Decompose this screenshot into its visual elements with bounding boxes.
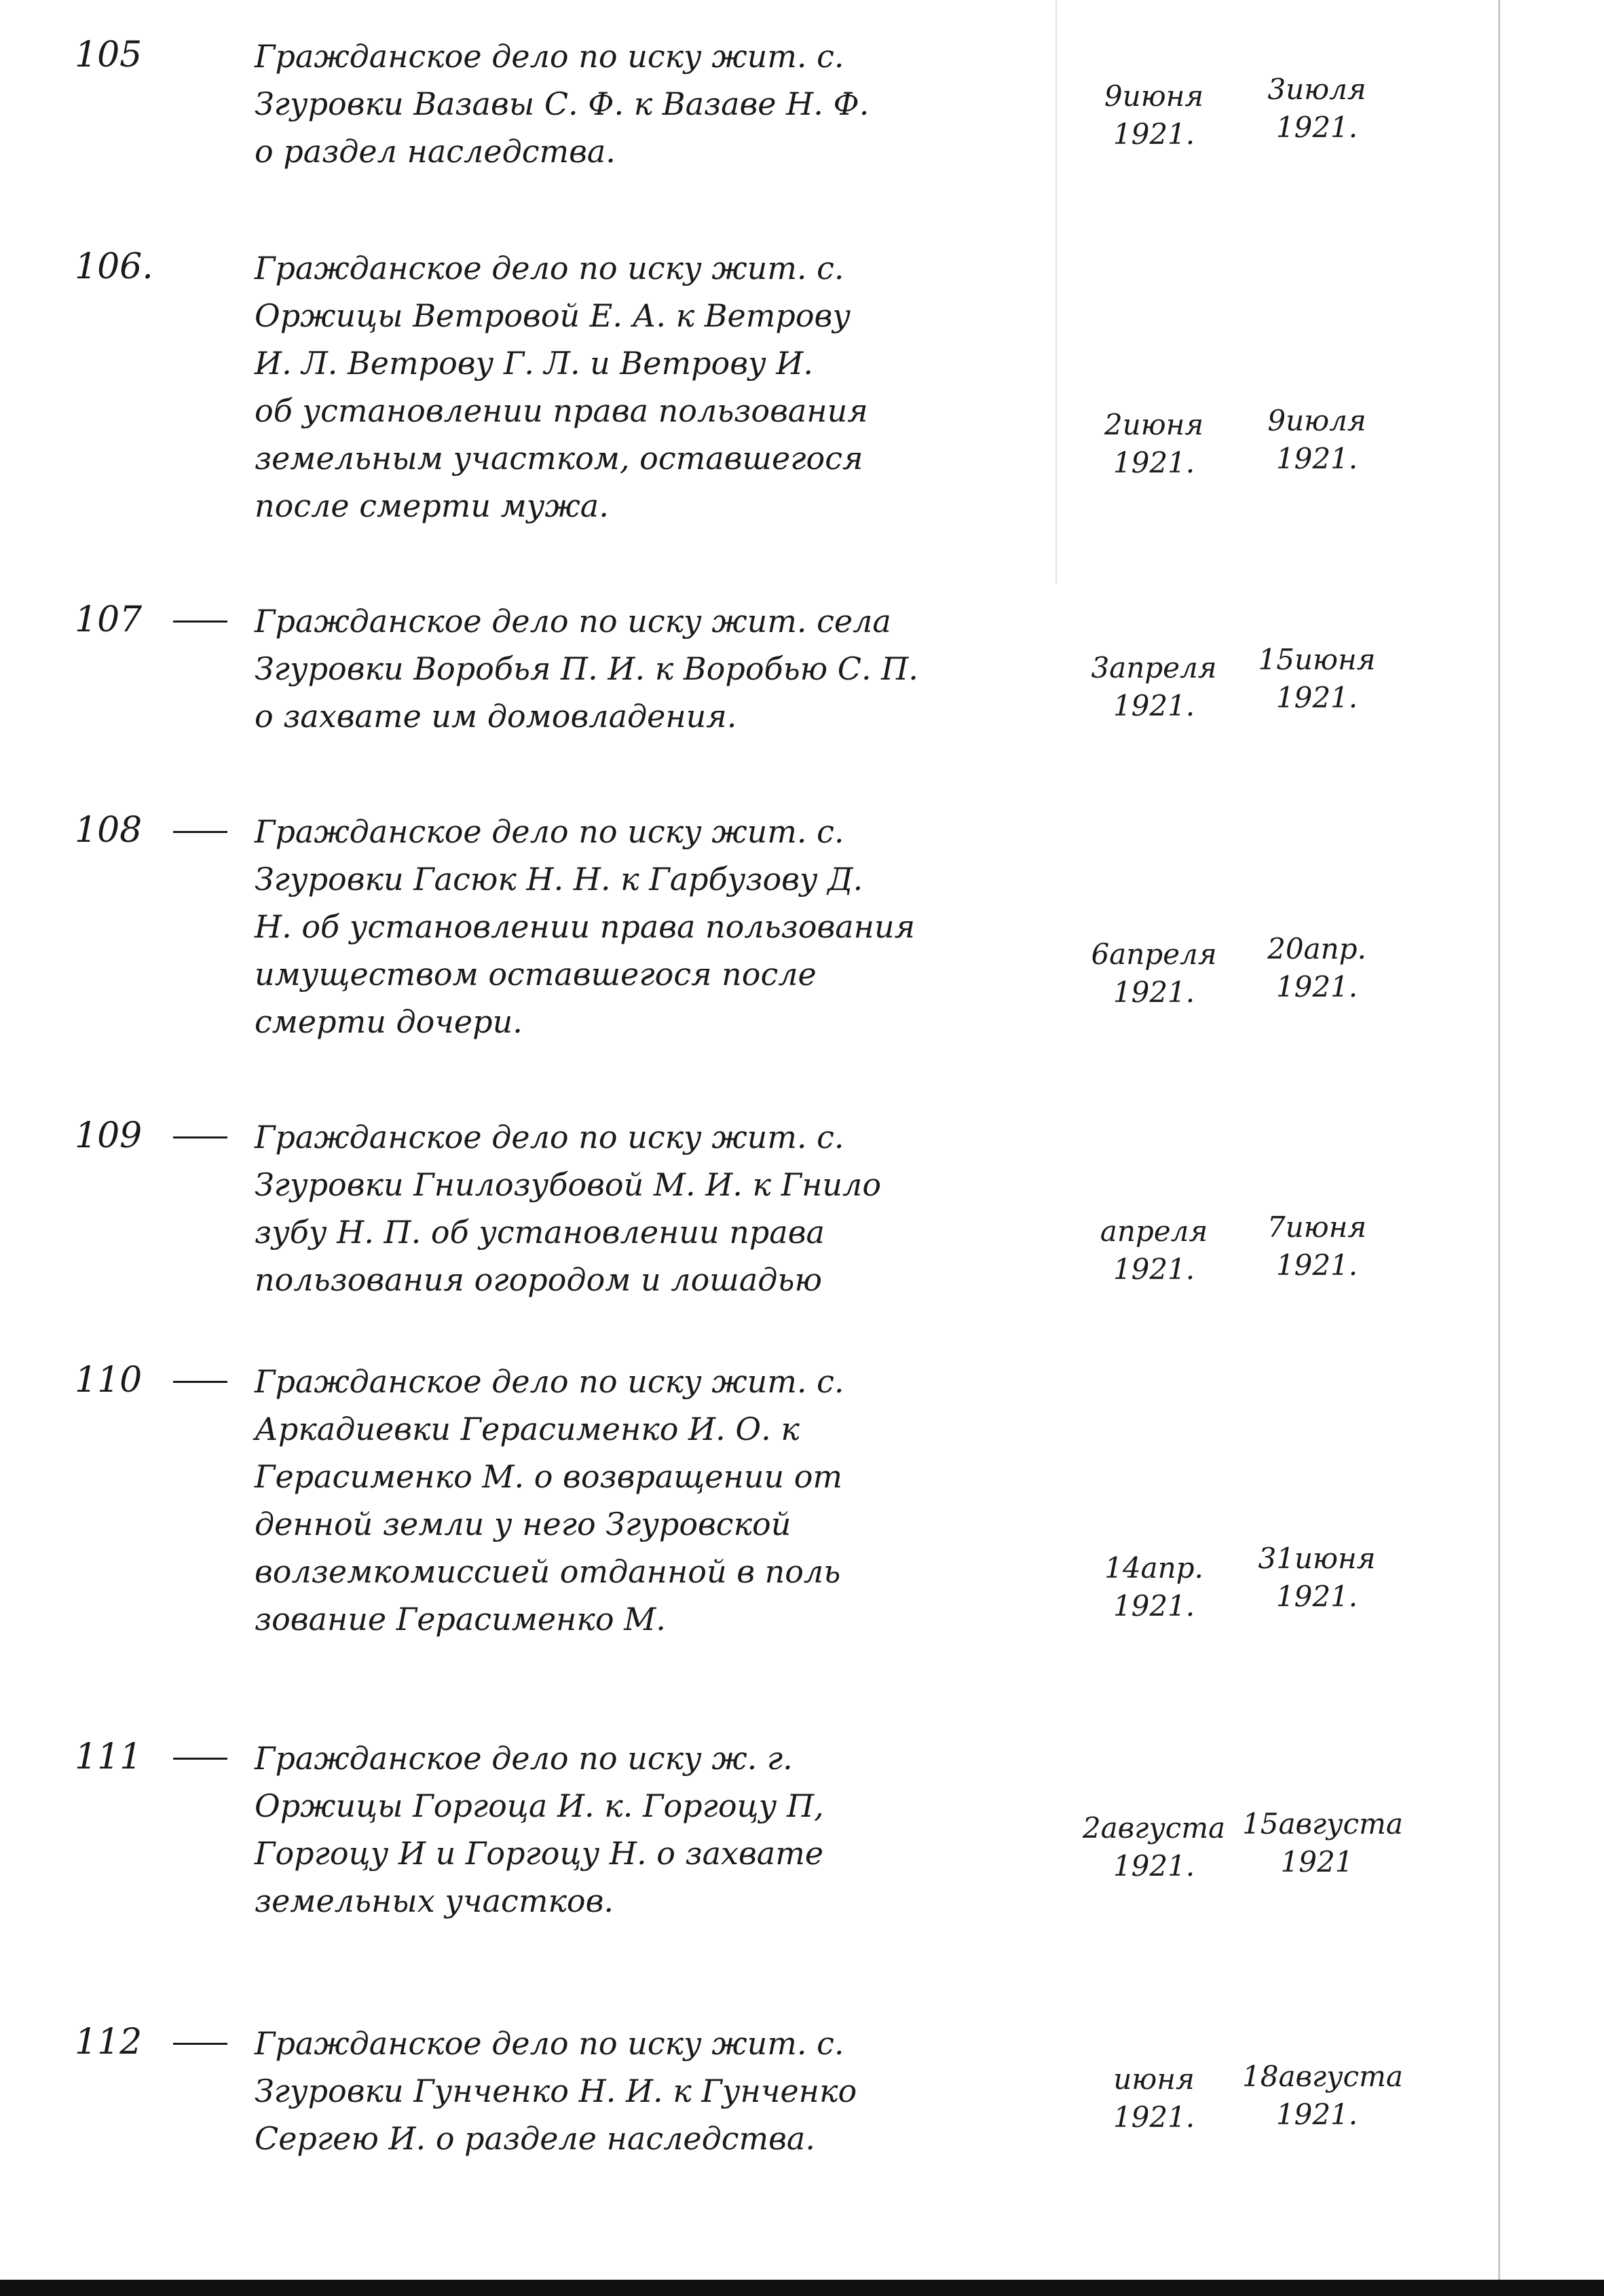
- entry-dash: [173, 1758, 227, 1760]
- entry-description-line: Оржицы Горгоца И. к. Горгоцу П,: [255, 1788, 824, 1824]
- entry-number: 110: [75, 1360, 143, 1401]
- entry-start-date: [1079, 1212, 1229, 1289]
- entry-number: 106.: [75, 246, 153, 287]
- entry-dash: [173, 1136, 227, 1138]
- date-year: 1921: [1280, 1845, 1354, 1878]
- date-day-month: 9июня: [1104, 79, 1204, 113]
- entry-dash: [173, 2043, 227, 2045]
- date-day-month: июня: [1113, 2062, 1195, 2096]
- entry-number: 108: [75, 810, 143, 851]
- entry-description-line: Оржицы Ветровой Е. А. к Ветрову: [255, 297, 851, 334]
- scan-edge: [0, 2280, 1604, 2296]
- entry-description-line: И. Л. Ветрову Г. Л. и Ветрову И.: [255, 345, 814, 382]
- date-year: 1921.: [1113, 1849, 1195, 1883]
- date-day-month: 3апреля: [1091, 651, 1217, 684]
- date-year: 1921.: [1113, 1589, 1195, 1623]
- date-day-month: 18августа: [1242, 2060, 1403, 2093]
- date-day-month: 14апр.: [1104, 1551, 1204, 1585]
- date-day-month: 15июня: [1258, 643, 1376, 676]
- entry-description-line: Сергею И. о разделе наследства.: [255, 2120, 815, 2157]
- entry-description-line: Герасименко М. о возвращении от: [255, 1458, 843, 1495]
- entry-description: [255, 597, 1076, 740]
- entry-description-line: зубу Н. П. об установлении права: [255, 1214, 825, 1251]
- entry-dash: [173, 621, 227, 623]
- date-day-month: 20апр.: [1267, 932, 1366, 965]
- entry-description-line: Н. об установлении права пользования: [255, 908, 916, 945]
- entry-start-date: [1079, 1549, 1229, 1625]
- entry-description-line: Гражданское дело по иску жит. с.: [255, 38, 844, 75]
- date-day-month: 3июля: [1267, 73, 1366, 106]
- entry-description-line: после смерти мужа.: [255, 487, 609, 524]
- date-year: 1921.: [1275, 1248, 1358, 1282]
- entry-description-line: Згуровки Гасюк Н. Н. к Гарбузову Д.: [255, 861, 863, 897]
- date-year: 1921.: [1113, 446, 1195, 479]
- entry-end-date: [1242, 1540, 1392, 1616]
- entry-description-line: смерти дочери.: [255, 1003, 523, 1040]
- entry-description-line: Гражданское дело по иску жит. с.: [255, 813, 844, 850]
- date-day-month: 15августа: [1242, 1807, 1403, 1840]
- date-day-month: 2августа: [1082, 1811, 1226, 1845]
- entry-description: [255, 1113, 1076, 1303]
- entry-description: [255, 808, 1076, 1045]
- entry-number: 107: [75, 599, 143, 640]
- entry-number: 112: [75, 2022, 143, 2062]
- entry-end-date: [1242, 930, 1392, 1006]
- date-year: 1921.: [1113, 117, 1195, 151]
- date-year: 1921.: [1113, 1253, 1195, 1286]
- entry-description-line: Аркадиевки Герасименко И. О. к: [255, 1411, 800, 1447]
- entry-start-date: [1079, 77, 1229, 153]
- date-year: 1921.: [1275, 970, 1358, 1003]
- entry-description: [255, 33, 1076, 175]
- date-year: 1921.: [1113, 976, 1195, 1009]
- scan-artifact-line: [1498, 0, 1500, 2296]
- date-day-month: 31июня: [1258, 1542, 1376, 1575]
- entry-end-date: [1242, 641, 1392, 717]
- entry-number: 111: [75, 1737, 143, 1777]
- entry-description-line: Горгоцу И и Горгоцу Н. о захвате: [255, 1835, 824, 1872]
- date-day-month: 6апреля: [1091, 938, 1217, 971]
- date-day-month: 7июня: [1267, 1210, 1367, 1244]
- date-year: 1921.: [1275, 681, 1358, 714]
- entry-description-line: Згуровки Гнилозубовой М. И. к Гнило: [255, 1166, 882, 1203]
- entry-start-date: [1079, 406, 1229, 482]
- entry-description-line: Гражданское дело по иску жит. с.: [255, 2025, 844, 2062]
- entry-start-date: [1079, 649, 1229, 725]
- date-year: 1921.: [1113, 2100, 1195, 2134]
- entry-description-line: имуществом оставшегося после: [255, 956, 817, 993]
- entry-description-line: волземкомиссией отданной в поль: [255, 1553, 841, 1590]
- entry-dash: [173, 831, 227, 833]
- entry-description-line: Згуровки Гунченко Н. И. к Гунченко: [255, 2073, 857, 2109]
- entry-description: [255, 1735, 1076, 1925]
- entry-description-line: зование Герасименко М.: [255, 1601, 666, 1637]
- entry-description-line: денной земли у него Згуровской: [255, 1506, 791, 1542]
- entry-end-date: [1242, 402, 1392, 478]
- date-year: 1921.: [1275, 111, 1358, 144]
- entry-number: 109: [75, 1115, 143, 1156]
- entry-description-line: Згуровки Вазавы С. Ф. к Вазаве Н. Ф.: [255, 86, 870, 122]
- date-year: 1921.: [1275, 1580, 1358, 1613]
- entry-description-line: пользования огородом и лошадью: [255, 1261, 822, 1298]
- entry-description-line: Гражданское дело по иску жит. с.: [255, 250, 844, 286]
- date-year: 1921.: [1113, 689, 1195, 722]
- entry-description-line: о раздел наследства.: [255, 133, 616, 170]
- entry-end-date: [1242, 1208, 1392, 1284]
- date-day-month: апреля: [1100, 1215, 1208, 1248]
- entry-start-date: [1079, 936, 1229, 1012]
- entry-description: [255, 1358, 1076, 1643]
- date-year: 1921.: [1275, 442, 1358, 475]
- entry-description-line: земельным участком, оставшегося: [255, 440, 863, 477]
- entry-end-date: [1242, 1805, 1403, 1881]
- entry-description: [255, 2020, 1076, 2162]
- entry-end-date: [1242, 71, 1392, 147]
- entry-start-date: [1079, 1809, 1229, 1885]
- entry-description-line: Гражданское дело по иску жит. с.: [255, 1119, 844, 1155]
- entry-end-date: [1242, 2058, 1403, 2134]
- entry-description-line: об установлении права пользования: [255, 392, 868, 429]
- date-day-month: 2июня: [1104, 408, 1204, 441]
- entry-description-line: Гражданское дело по иску ж. г.: [255, 1740, 793, 1777]
- entry-description-line: земельных участков.: [255, 1883, 614, 1919]
- entry-description-line: Гражданское дело по иску жит. с.: [255, 1363, 844, 1400]
- entry-description-line: о захвате им домовладения.: [255, 698, 737, 735]
- entry-description-line: Гражданское дело по иску жит. села: [255, 603, 891, 640]
- entry-start-date: [1079, 2060, 1229, 2136]
- entry-description-line: Згуровки Воробья П. И. к Воробью С. П.: [255, 650, 918, 687]
- entry-description: [255, 244, 1076, 530]
- date-year: 1921.: [1275, 2098, 1358, 2131]
- entry-dash: [173, 1381, 227, 1383]
- entry-number: 105: [75, 35, 143, 75]
- date-day-month: 9июля: [1267, 404, 1366, 437]
